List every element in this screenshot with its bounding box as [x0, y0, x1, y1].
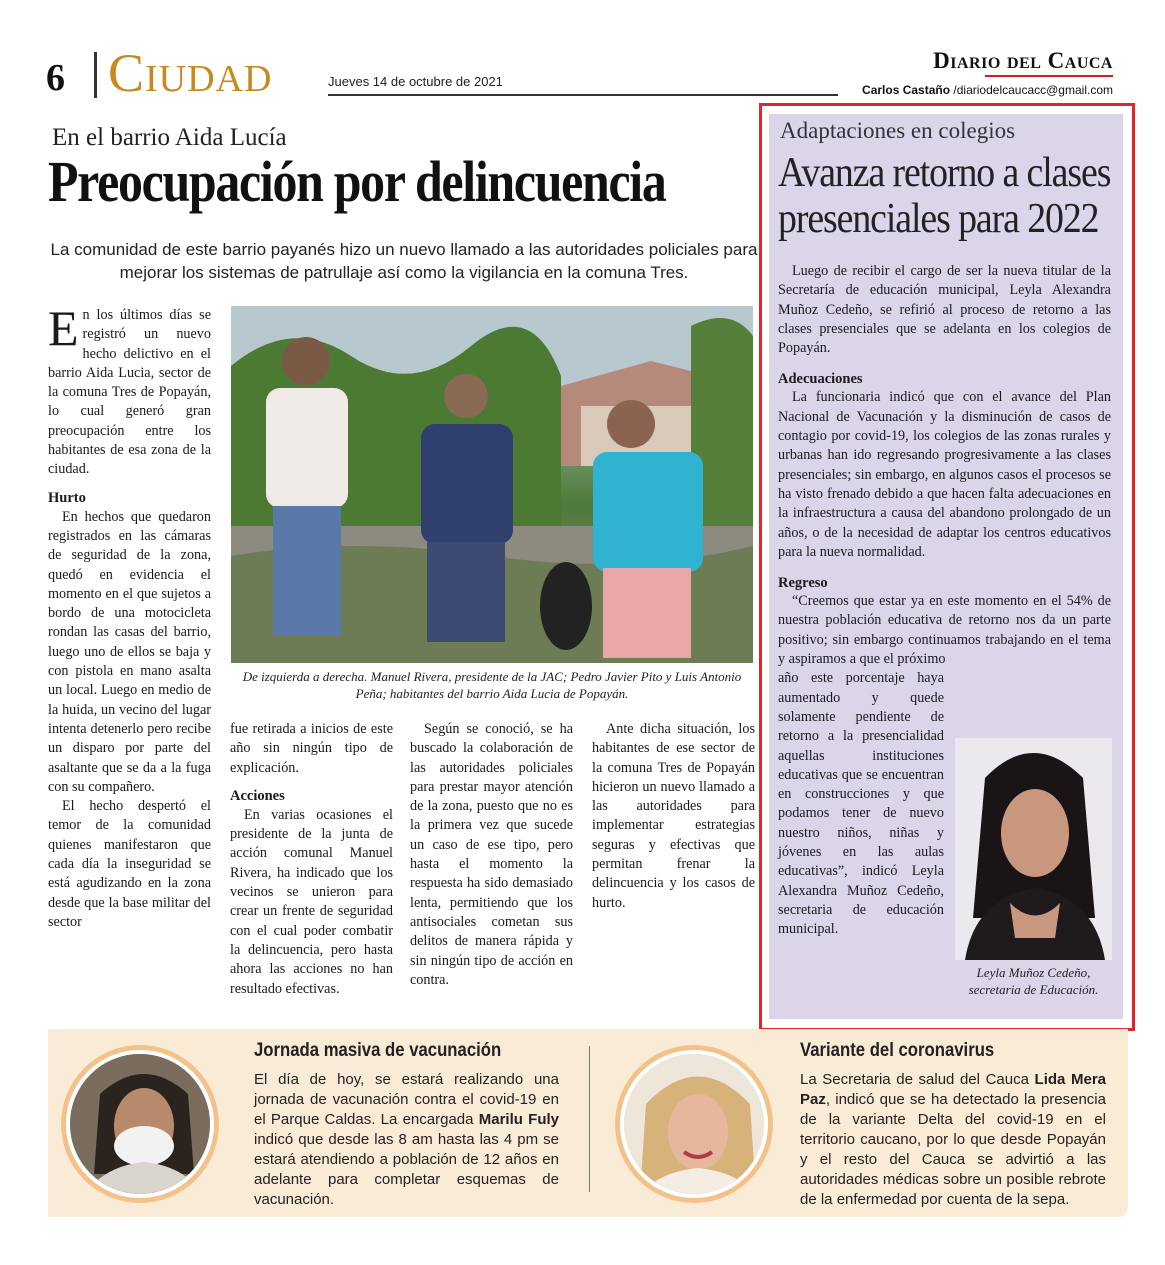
paragraph: En hechos que quedaron registrados en las cámaras de seguridad de la zona, quedó en evidencia el momento en el que sujetos a bordo de una motocicleta rondan las casas del barrio, luego uno de ellos se baja y con pistola en mano asalta un local. Luego en medio de la huida, un vecino del lugar intenta detenerlo pero recibe un disparo por parte del asaltante que se da a la fuga con su compañero.	[48, 508, 211, 795]
paragraph-intro-text: n los últimos días se registró un nuevo hecho delictivo en el barrio Aida Lucia, sector de la comuna Tres de Popayán, lo cual generó gran preocupación entre los habitantes de esa zona de la ciudad.	[48, 307, 211, 478]
paragraph: año este porcentaje haya aumentado y quede solamente pendiente de retorno a la presencialidad aquellas instituciones educativas que se encuentran en construcciones y que podamos tener de nuevo nuestro niños, niñas y jóvenes en las aulas educativas”, indicó Leyla Alexandra Muñoz Cedeño, secretaria de educación municipal.	[778, 670, 944, 938]
box-highlight-name: Marilu Fuly	[478, 1111, 559, 1128]
box-title-variante: Variante del coronavirus	[800, 1040, 995, 1061]
paragraph: El hecho despertó el temor de la comunidad quienes manifestaron que cada día la inseguridad se está agudizando en la zona desde que la base militar del sector	[48, 798, 211, 930]
strip-divider	[589, 1046, 590, 1192]
masthead: Diario del Cauca	[933, 48, 1113, 73]
photo-caption: De izquierda a derecha. Manuel Rivera, presidente de la JAC; Pedro Javier Pito y Luis Antonio Peña; habitantes del barrio Aida Lucia de Popayán.	[242, 669, 742, 701]
portrait-circle-right	[620, 1050, 768, 1198]
article-column-1	[48, 300, 211, 932]
photo-illustration	[231, 306, 753, 663]
subhead-adecuaciones: Adecuaciones	[778, 371, 863, 388]
sidebar-photo	[955, 738, 1112, 960]
header-divider	[94, 52, 97, 98]
box-text-variante	[800, 1070, 1106, 1210]
paragraph: La funcionaria indicó que con el avance del Plan Nacional de Vacunación y la disminución de casos de contagio por covid-19, los colegios de las zonas rurales y urbanas han ido regresando progresivamente a las clases presenciales; sin embargo, en algunos casos el procesos se ha visto frenado debido a que hacen falta adecuaciones en la infraestructura a causa del abandono prolongado de un años, o de la necesidad de adaptar los centros educativos para la nueva normalidad.	[778, 389, 1111, 560]
dropcap: E	[48, 300, 79, 356]
box-text-vacunacion	[254, 1070, 559, 1210]
box-title-vacunacion: Jornada masiva de vacunación	[254, 1040, 502, 1061]
paragraph: En varias ocasiones el presidente de la junta de acción comunal Manuel Rivera, ha indicado que los vecinos se unieron para crear un frente de seguridad con el cual poder combatir la delincuencia, pero hasta ahora las acciones no han resultado efectivas.	[230, 806, 393, 997]
box-highlight-name: Lida Mera Paz	[800, 1071, 1106, 1108]
paragraph: Luego de recibir el cargo de ser la nueva titular de la Secretaría de educación municipal, Leyla Alexandra Muñoz Cedeño, se refirió al proceso de retorno a las clases presenciales que se adelanta en los colegios de Popayán.	[778, 263, 1111, 357]
byline-author: Carlos Castaño	[862, 83, 951, 97]
article-column-3	[410, 720, 573, 990]
box-text-part: indicó que desde las 8 am hasta las 4 pm se estará atendiendo a población de 12 años en adelante para completar esquemas de vacunación.	[254, 1131, 559, 1208]
main-headline: Preocupación por delincuencia	[48, 149, 666, 214]
box-text-part: El día de hoy, se estará realizando una jornada de vacunación contra el covid-19 en el Parque Caldas. La encargada	[254, 1071, 559, 1128]
subhead-regreso: Regreso	[778, 575, 828, 592]
paragraph: Ante dicha situación, los habitantes de ese sector de la comuna Tres de Popayán hicieron un nuevo llamado a las autoridades para implementar estrategias seguras y efectivas que permitan frenar la delincuencia y los casos de hurto.	[592, 721, 755, 911]
paragraph: Según se conoció, se ha buscado la colaboración de las autoridades policiales para prestar mayor atención de la zona, puesto que no es la primera vez que sucede un caso de ese tipo, pero hasta el momento la respuesta ha sido demasiado lenta, permitiendo que los antisociales cometan sus delitos de manera rápida y sin ningún tipo de acción en contra.	[410, 721, 573, 988]
page-number: 6	[46, 57, 65, 99]
box-text-part: , indicó que se ha detectado la presencia de la variante Delta del covid-19 en el territorio caucano, por lo que desde Popayán y el resto del Cauca se advirtió a las autoridades médicas sobre un posible rebrote de la enfermedad por cuenta de la sepa.	[800, 1091, 1106, 1208]
main-deck: La comunidad de este barrio payanés hizo un nuevo llamado a las autoridades policiales para mejorar los sistemas de patrullaje así como la vigilancia en la comuna Tres.	[50, 240, 758, 282]
sidebar-headline-line-2: presenciales para 2022	[778, 196, 1099, 242]
article-column-2	[230, 720, 393, 999]
byline-email: /diariodelcaucacc@gmail.com	[953, 83, 1113, 97]
byline	[862, 83, 1113, 97]
paragraph-intro	[48, 300, 211, 480]
subhead-acciones: Acciones	[230, 787, 285, 804]
section-name: Ciudad	[108, 43, 273, 103]
portrait-circle-left	[66, 1050, 214, 1198]
sidebar-kicker: Adaptaciones en colegios	[780, 118, 1016, 143]
box-text-part: La Secretaria de salud del Cauca	[800, 1071, 1035, 1088]
sidebar-headline-line-1: Avanza retorno a clases	[778, 150, 1111, 196]
issue-date: Jueves 14 de octubre de 2021	[328, 74, 503, 89]
paragraph: fue retirada a inicios de este año sin ningún tipo de explicación.	[230, 721, 393, 776]
header-rule	[328, 94, 838, 96]
portrait-illustration	[955, 738, 1112, 960]
main-kicker: En el barrio Aida Lucía	[52, 124, 287, 151]
subhead-hurto: Hurto	[48, 489, 86, 506]
article-column-4	[592, 720, 755, 913]
sidebar-photo-caption: Leyla Muñoz Cedeño, secretaria de Educación.	[968, 965, 1099, 997]
paragraph: “Creemos que estar ya en este momento en el 54% de nuestra población educativa de retorno nos da un parte positivo; sin embargo continuamos trabajando en el tema y aspiramos a que el próximo	[778, 593, 1111, 668]
article-photo	[231, 306, 753, 663]
sidebar-headline	[778, 150, 1111, 242]
masthead-rule	[985, 75, 1113, 77]
